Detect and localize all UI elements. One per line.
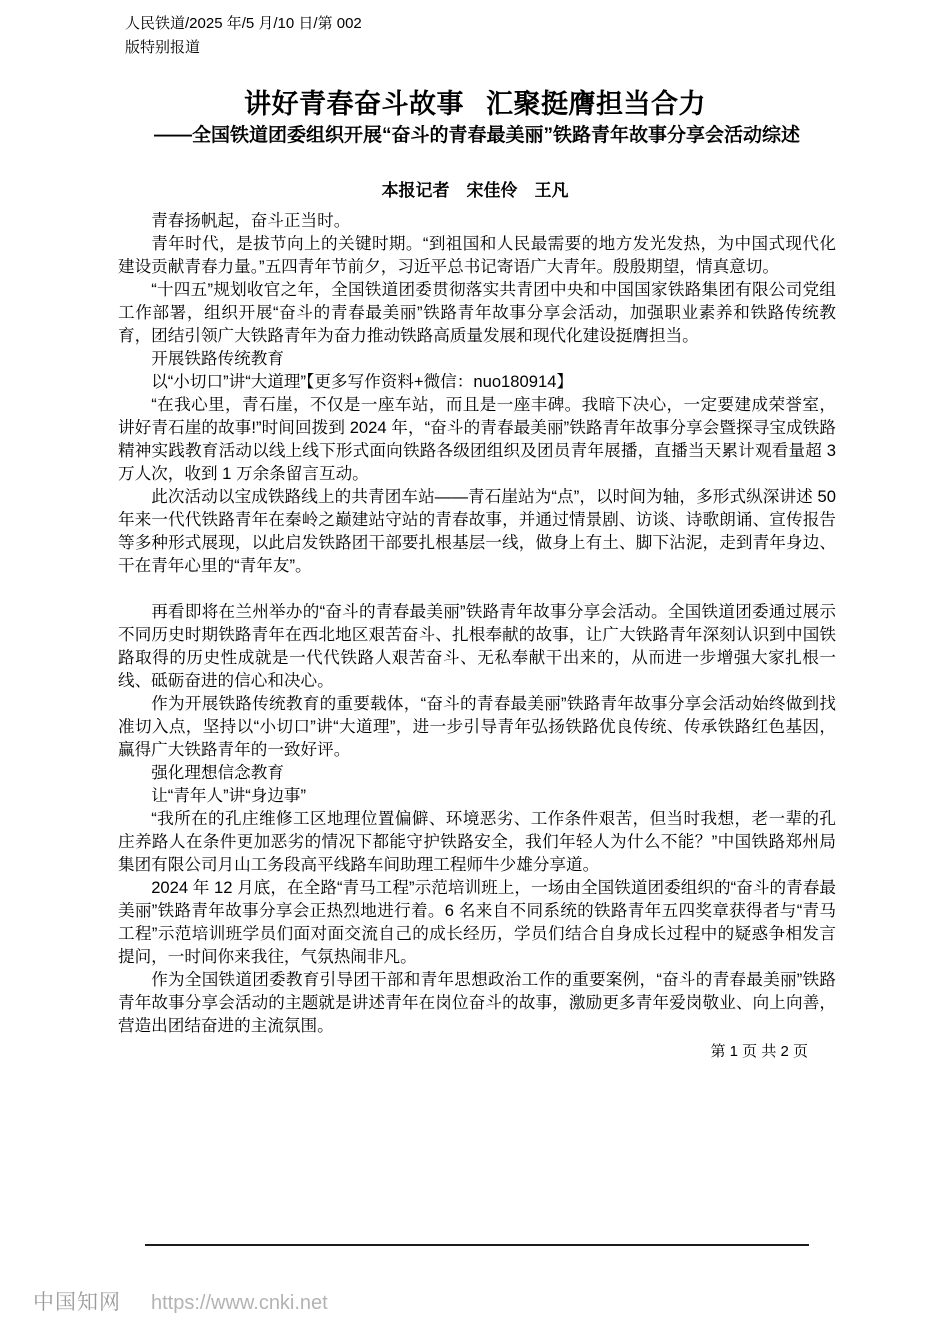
article-body <box>118 209 836 1037</box>
article-title <box>0 82 950 121</box>
article-subtitle: ——全国铁道团委组织开展“奋斗的青春最美丽”铁路青年故事分享会活动综述 <box>153 125 800 146</box>
publication-line-1: 人民铁道/2025 年/5 月/10 日/第 002 <box>125 15 362 32</box>
paragraph: “我所在的孔庄维修工区地理位置偏僻、环境恶劣、工作条件艰苦，但当时我想，老一辈的孔庄养路人在条件更加恶劣的情况下都能守护铁路安全，我们年轻人为什么不能？”中国铁路郑州局集团有限公司月山工务段高平线路车间助理工程师牛少雄分享道。 <box>118 809 836 874</box>
footer-divider <box>145 1244 809 1246</box>
paragraph: 此次活动以宝成铁路线上的共青团车站——青石崖站为“点”，以时间为轴，多形式纵深讲述 50 年来一代代铁路青年在秦岭之巅建站守站的青春故事，并通过情景剧、访谈、诗歌朗诵、宣传报告等多种形式展现，以此启发铁路团干部要扎根基层一线，做身上有土、脚下沾泥，走到青年身边、干在青年心里的“青年友”。 <box>118 487 836 575</box>
paragraph: 作为全国铁道团委教育引导团干部和青年思想政治工作的重要案例，“奋斗的青春最美丽”铁路青年故事分享会活动的主题就是讲述青年在岗位奋斗的故事，激励更多青年爱岗敬业、向上向善，营造出团结奋进的主流氛围。 <box>118 970 836 1035</box>
cnki-url: https://www.cnki.net <box>151 1292 328 1314</box>
byline: 本报记者 宋佳伶 王凡 <box>381 181 569 200</box>
paragraph: 作为开展铁路传统教育的重要载体，“奋斗的青春最美丽”铁路青年故事分享会活动始终做到找准切入点，坚持以“小切口”讲“大道理”，进一步引导青年弘扬铁路优良传统、传承铁路红色基因，赢得广大铁路青年的一致好评。 <box>118 694 836 759</box>
paragraph: “十四五”规划收官之年，全国铁道团委贯彻落实共青团中央和中国国家铁路集团有限公司党组工作部署，组织开展“奋斗的青春最美丽”铁路青年故事分享会活动，加强职业素养和铁路传统教育，团结引领广大铁路青年为奋力推动铁路高质量发展和现代化建设挺膺担当。 <box>118 280 836 345</box>
paragraph: 再看即将在兰州举办的“奋斗的青春最美丽”铁路青年故事分享会活动。全国铁道团委通过展示不同历史时期铁路青年在西北地区艰苦奋斗、扎根奉献的故事，让广大铁路青年深刻认识到中国铁路取得的历史性成就是一代代铁路人艰苦奋斗、无私奉献干出来的，从而进一步增强大家扎根一线、砥砺奋进的信心和决心。 <box>118 602 836 690</box>
article-title-part1: 讲好青春奋斗故事 <box>244 89 464 119</box>
paragraph: 2024 年 12 月底，在全路“青马工程”示范培训班上，一场由全国铁道团委组织的“奋斗的青春最美丽”铁路青年故事分享会正热烈地进行着。6 名来自不同系统的铁路青年五四奖章获得者与“青马工程”示范培训班学员们面对面交流自己的成长经历，学员们结合自身成长过程中的疑惑争相发言提问，一时间你来我往，气氛热闹非凡。 <box>118 878 836 966</box>
publication-info <box>125 12 362 60</box>
paragraph: 开展铁路传统教育 <box>151 349 284 368</box>
paragraph: 强化理想信念教育 <box>151 763 284 782</box>
paragraph: 青春扬帆起，奋斗正当时。 <box>151 211 351 230</box>
cnki-brand-logo: 中国知网 <box>33 1291 121 1314</box>
paragraph: 青年时代，是拔节向上的关键时期。“到祖国和人民最需要的地方发光发热，为中国式现代化建设贡献青春力量。”五四青年节前夕，习近平总书记寄语广大青年。殷殷期望，情真意切。 <box>118 234 836 276</box>
paragraph: 让“青年人”讲“身边事” <box>151 786 307 805</box>
publication-line-2: 版特别报道 <box>125 39 201 56</box>
paragraph-spacer <box>118 577 836 600</box>
page-indicator: 第 1 页 共 2 页 <box>710 1043 808 1060</box>
article-title-part2: 汇聚挺膺担当合力 <box>486 89 706 119</box>
paragraph: 以“小切口”讲“大道理”【更多写作资料+微信：nuo180914】 <box>151 372 574 391</box>
paragraph: “在我心里，青石崖，不仅是一座车站，而且是一座丰碑。我暗下决心，一定要建成荣誉室，讲好青石崖的故事!”时间回拨到 2024 年，“奋斗的青春最美丽”铁路青年故事分享会暨探寻宝成铁路精神实践教育活动以线上线下形式面向铁路各级团组织及团员青年展播，直播当天累计观看量超 3 万人次，收到 1 万余条留言互动。 <box>118 395 836 483</box>
watermark <box>33 1286 328 1316</box>
